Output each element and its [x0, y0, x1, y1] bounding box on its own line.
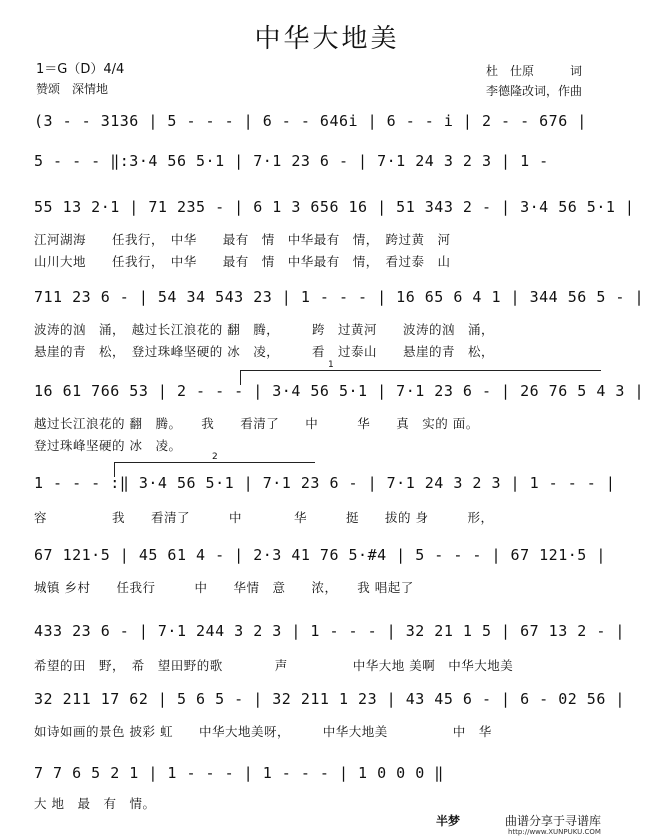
watermark-half-dream: 半梦: [436, 814, 461, 828]
staff-line-9: 32 211 17 62 | 5 6 5 - | 32 211 1 23 | 43 45 6 - | 6 - 02 56 |: [34, 690, 625, 708]
staff-line-5: 16 61 766 53 | 2 - - - | 3·4 56 5·1 | 7·1 23 6 - | 26 76 5 4 3 |: [34, 382, 644, 400]
lyric-line-4a: 波涛的汹 涌， 越过长江浪花的 翻 腾， 跨 过黄河 波涛的汹 涌，: [34, 322, 494, 337]
staff-line-10: 7 7 6 5 2 1 | 1 - - - | 1 - - - | 1 0 0 0 ‖: [34, 764, 444, 782]
lyric-line-7: 城镇 乡村 任我行 中 华情 意 浓， 我 唱起了: [34, 580, 414, 595]
staff-line-6: 1 - - - :‖ 3·4 56 5·1 | 7·1 23 6 - | 7·1 24 3 2 3 | 1 - - - |: [34, 474, 616, 492]
staff-line-8: 433 23 6 - | 7·1 244 3 2 3 | 1 - - - | 32 21 1 5 | 67 13 2 - |: [34, 622, 625, 640]
lyric-line-6: 容 我 看清了 中 华 挺 拔的 身 形，: [34, 510, 494, 525]
page-title: 中华大地美: [254, 24, 400, 54]
lyric-line-5a: 越过长江浪花的 翻 腾。 我 看清了 中 华 真 实的 面。: [34, 416, 479, 431]
expression-mark: 赞颂 深情地: [36, 82, 109, 96]
lyric-line-8: 希望的田 野， 希 望田野的歌 声 中华大地 美啊 中华大地美: [34, 658, 514, 673]
watermark-text: 曲谱分享于寻谱库: [505, 814, 602, 828]
staff-line-4: 711 23 6 - | 54 34 543 23 | 1 - - - | 16 65 6 4 1 | 344 56 5 - |: [34, 288, 644, 306]
lyric-line-3b: 山川大地 任我行， 中华 最有 情 中华最有 情， 看过泰 山: [34, 254, 451, 269]
lyric-line-3a: 江河湖海 任我行， 中华 最有 情 中华最有 情， 跨过黄 河: [34, 232, 451, 247]
staff-line-2: 5 - - - ‖:3·4 56 5·1 | 7·1 23 6 - | 7·1 24 3 2 3 | 1 -: [34, 152, 549, 170]
key-time-signature: 1＝G（D）4/4: [36, 62, 125, 77]
volta-number-2: 2: [212, 452, 218, 462]
staff-line-3: 55 13 2·1 | 71 235 - | 6 1 3 656 16 | 51 343 2 - | 3·4 56 5·1 |: [34, 198, 635, 216]
lyric-line-4b: 悬崖的青 松， 登过珠峰坚硬的 冰 凌， 看 过泰山 悬崖的青 松，: [34, 344, 494, 359]
lyric-line-9: 如诗如画的景色 披彩 虹 中华大地美呀， 中华大地美 中 华: [34, 724, 492, 739]
staff-line-1: (3 - - 3136 | 5 - - - | 6 - - 646i | 6 - - i | 2 - - 676 |: [34, 112, 587, 130]
lyric-line-10: 大 地 最 有 情。: [34, 796, 156, 811]
volta-number-1: 1: [328, 360, 334, 370]
lyricist-credit: 杜 仕原 词: [486, 64, 583, 78]
composer-credit: 李德隆改词，作曲: [486, 84, 583, 98]
lyric-line-5b: 登过珠峰坚硬的 冰 凌。: [34, 438, 182, 453]
watermark-url[interactable]: http://www.XUNPUKU.COM: [508, 828, 601, 836]
staff-line-7: 67 121·5 | 45 61 4 - | 2·3 41 76 5·#4 | 5 - - - | 67 121·5 |: [34, 546, 606, 564]
